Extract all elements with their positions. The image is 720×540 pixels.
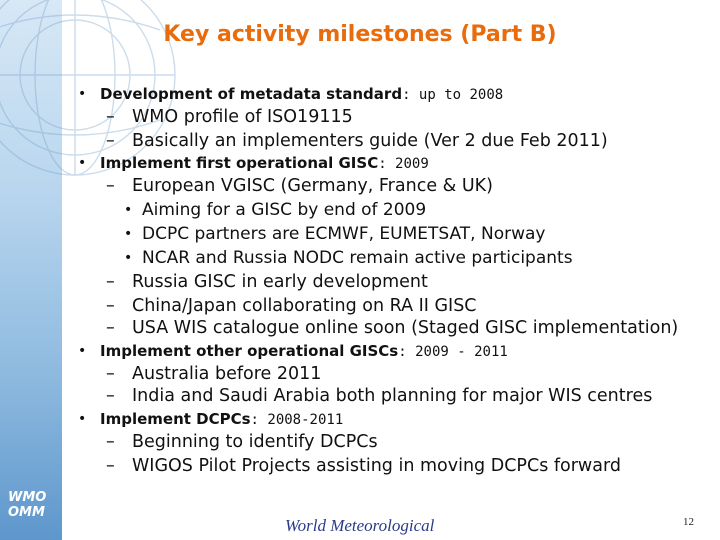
sub-item: – WIGOS Pilot Projects assisting in moving DCPCs forward — [106, 456, 621, 476]
bullet-other-giscs — [78, 341, 708, 362]
sub-item: – Beginning to identify DCPCs — [106, 432, 378, 452]
bullet-dot: • — [78, 411, 87, 427]
sub-sub-item: • NCAR and Russia NODC remain active participants — [124, 248, 573, 268]
footer-org: World Meteorological — [285, 516, 435, 535]
bullet-date: : 2008-2011 — [250, 412, 344, 428]
logo-line-2: OMM — [8, 505, 45, 520]
page-number: 12 — [683, 516, 694, 528]
wmo-logo — [8, 490, 46, 520]
sub-item: – India and Saudi Arabia both planning for major WIS centres — [106, 386, 653, 406]
bullet-label: Implement first operational GISC — [100, 154, 379, 172]
bullet-first-gisc — [78, 153, 708, 174]
sub-item: – Russia GISC in early development — [106, 272, 428, 292]
slide-body — [78, 84, 708, 478]
slide-title: Key activity milestones (Part B) — [163, 22, 557, 47]
bullet-label: Development of metadata standard — [100, 85, 403, 103]
sub-item: – USA WIS catalogue online soon (Staged GISC implementation) — [106, 318, 679, 338]
sub-item: – European VGISC (Germany, France & UK) — [106, 176, 493, 196]
sub-sub-item: • DCPC partners are ECMWF, EUMETSAT, Norway — [124, 224, 546, 244]
bullet-dot: • — [78, 343, 87, 359]
sub-item: – Australia before 2011 — [106, 364, 322, 384]
bullet-metadata-standard — [78, 84, 708, 105]
sub-sub-item: • Aiming for a GISC by end of 2009 — [124, 200, 427, 220]
bullet-label: Implement DCPCs — [100, 410, 251, 428]
bullet-dcpcs — [78, 409, 708, 430]
bullet-label: Implement other operational GISCs — [100, 342, 399, 360]
sub-item: – WMO profile of ISO19115 — [106, 107, 353, 127]
sub-item: – Basically an implementers guide (Ver 2 due Feb 2011) — [106, 131, 608, 151]
sub-item: – China/Japan collaborating on RA II GISC — [106, 296, 477, 316]
bullet-date: : 2009 — [378, 156, 429, 172]
bullet-date: : 2009 - 2011 — [398, 344, 508, 360]
bullet-dot: • — [78, 86, 87, 102]
logo-line-1: WMO — [8, 490, 47, 505]
bullet-dot: • — [78, 155, 87, 171]
bullet-date: : up to 2008 — [402, 87, 504, 103]
